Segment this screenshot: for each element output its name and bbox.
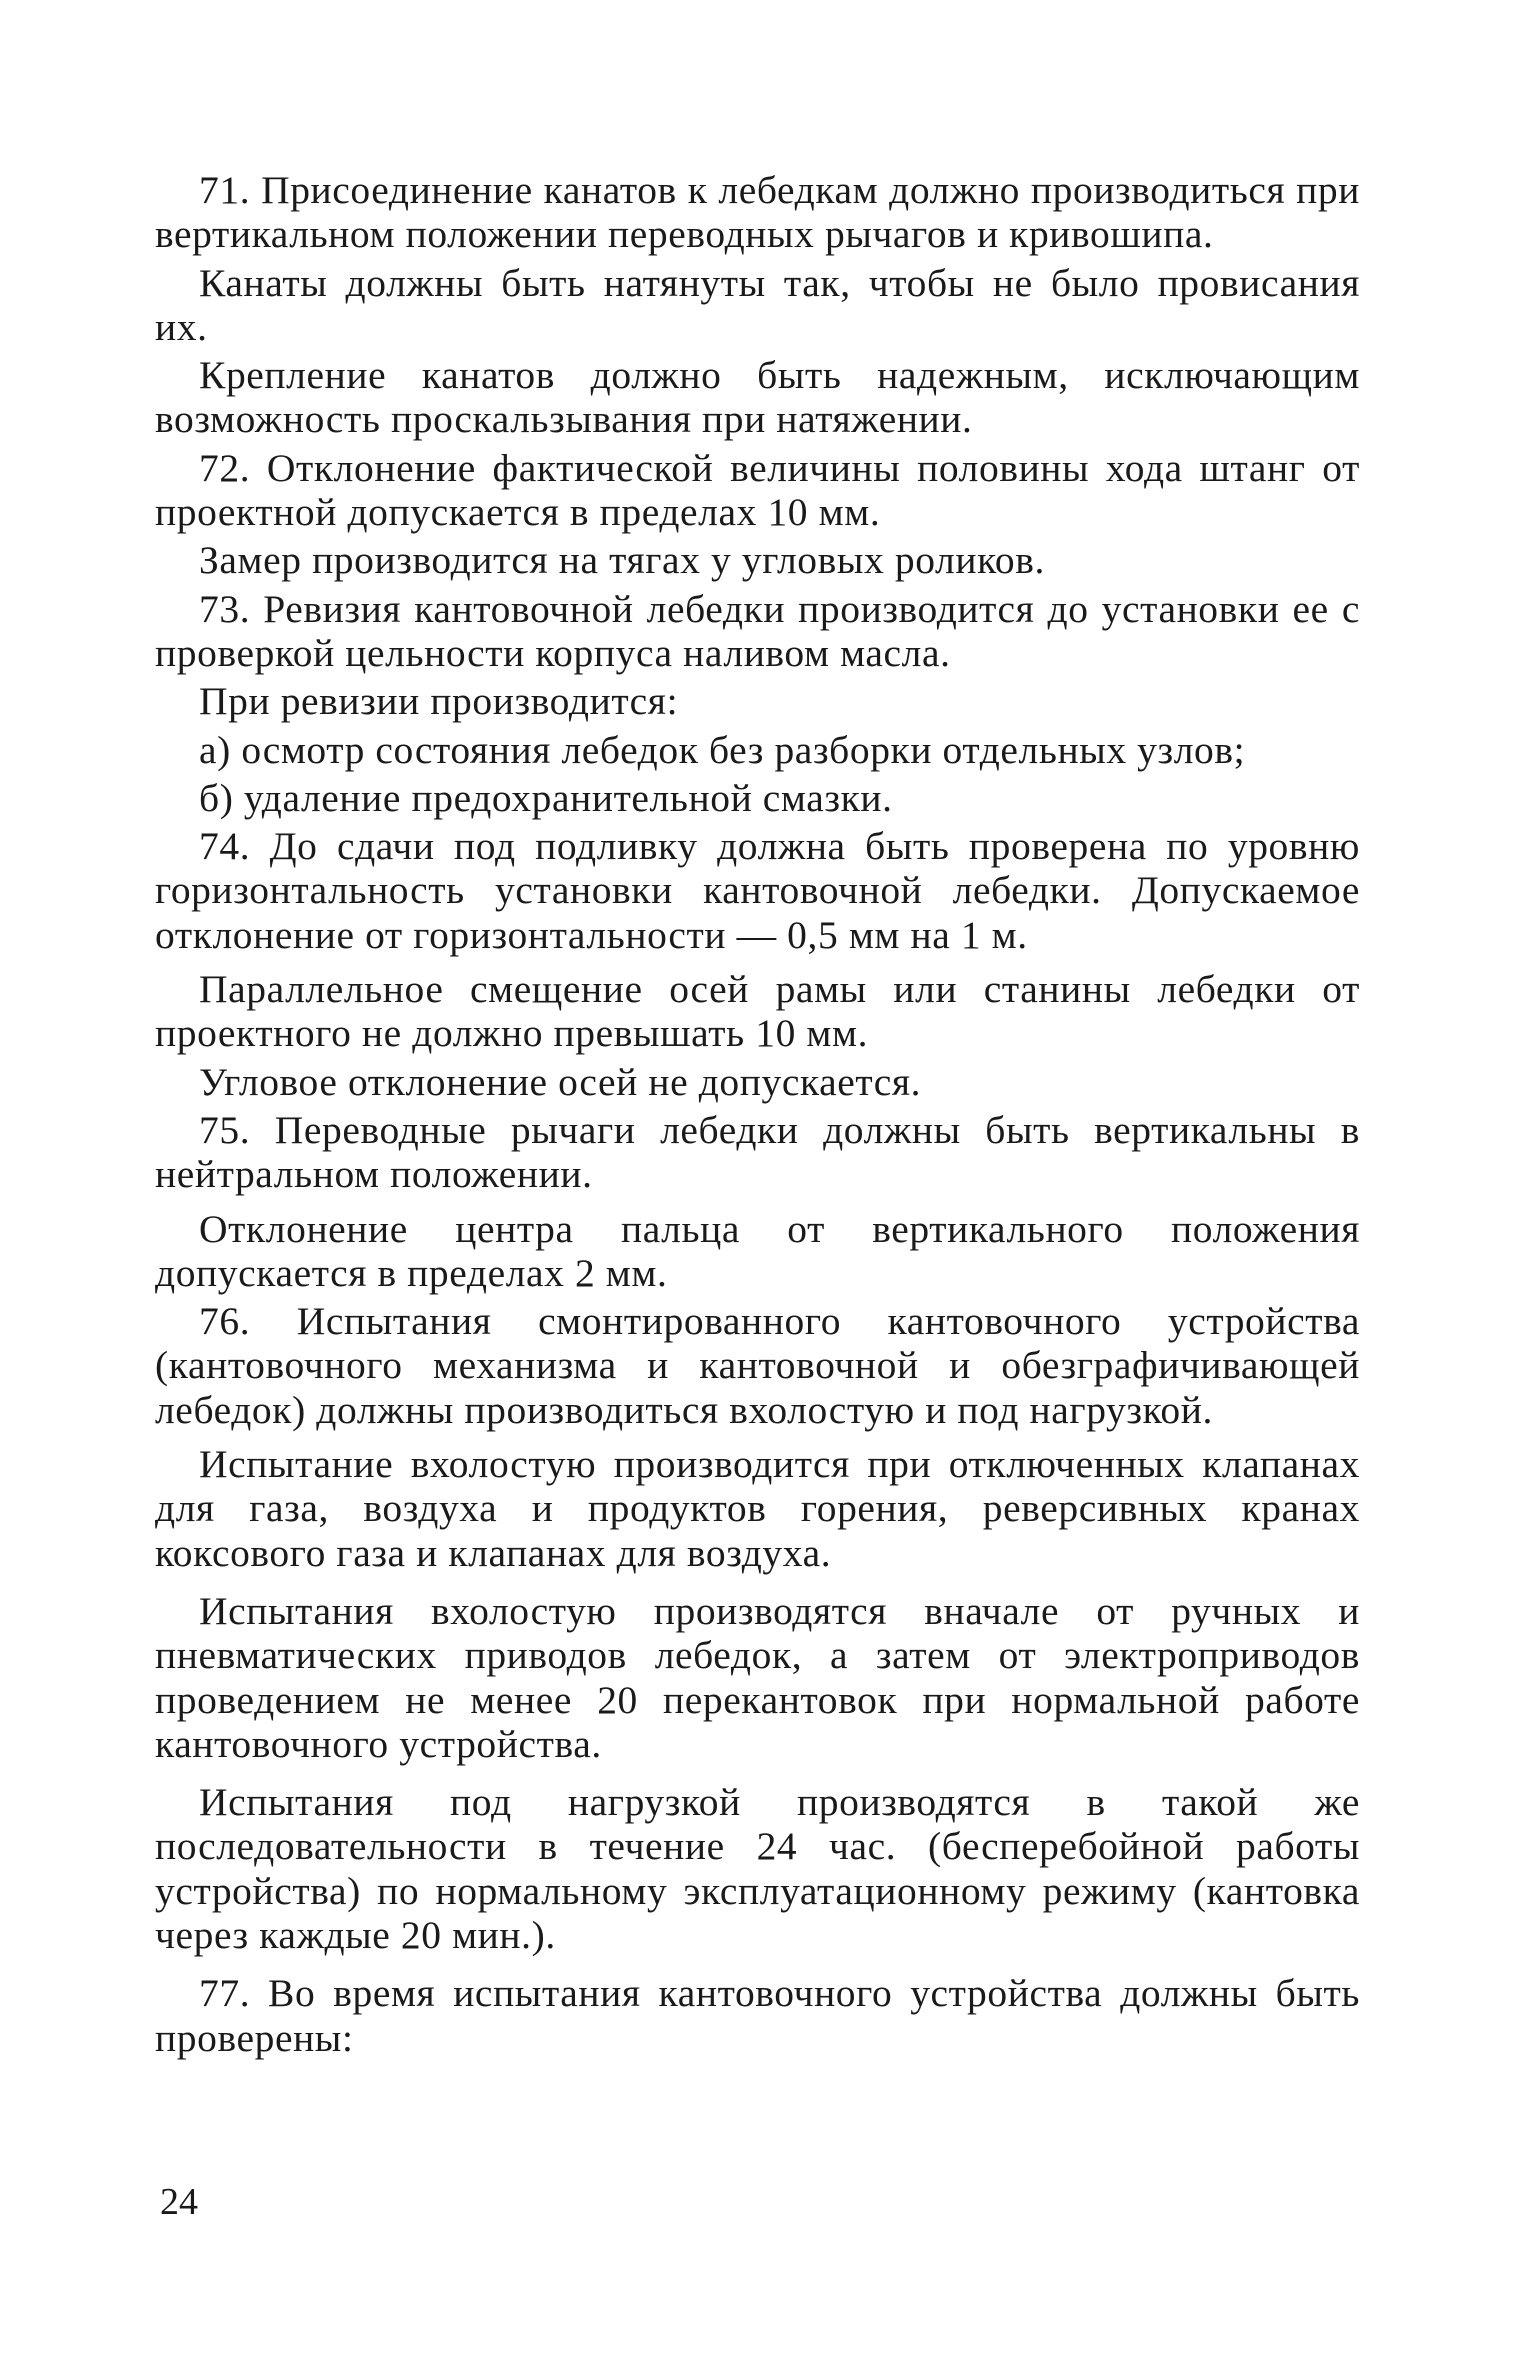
paragraph-71: 71. Присоединение канатов к лебедкам должно производиться при вертикальном положении переводных рычагов и кривошипа. (155, 168, 1360, 257)
paragraph-75: 75. Переводные рычаги лебедки должны быть вертикальны в нейтральном положении. (155, 1107, 1360, 1197)
list-item-a: а) осмотр состояния лебедок без разборки отдельных узлов; (199, 727, 1246, 772)
paragraph-73: 73. Ревизия кантовочной лебедки производится до установки ее с проверкой цельности корпуса наливом масла. (155, 586, 1360, 675)
paragraph-pin-deviation: Отклонение центра пальца от вертикального положения допускается в пределах 2 мм. (155, 1206, 1360, 1295)
paragraph-load-test: Испытания под нагрузкой производятся в такой же последовательности в течение 24 час. (бесперебойной работы устройства) по нормальному эксплуатационному режиму (кантовка через каждые 20 мин.). (155, 1780, 1360, 1957)
paragraph-revision-intro: При ревизии производится: (199, 679, 679, 724)
paragraph-idle-test: Испытание вхолостую производится при отключенных клапанах для газа, воздуха и продуктов горения, реверсивных кранах коксового газа и клапанах для воздуха. (155, 1442, 1360, 1575)
body-text (155, 168, 1360, 2060)
paragraph-measurement: Замер производится на тягах у угловых роликов. (199, 538, 1045, 583)
paragraph-76: 76. Испытания смонтированного кантовочного устройства (кантовочного механизма и кантовочной и обезграфичивающей лебедок) должны производиться вхолостую и под нагрузкой. (155, 1299, 1360, 1432)
page-number: 24 (160, 2181, 198, 2223)
paragraph-parallel-offset: Параллельное смещение осей рамы или станины лебедки от проектного не должно превышать 10 мм. (155, 967, 1360, 1056)
paragraph-angular-deviation: Угловое отклонение осей не допускается. (199, 1059, 922, 1104)
paragraph-idle-test-sequence: Испытания вхолостую производятся вначале от ручных и пневматических приводов лебедок, а затем от электроприводов проведением не менее 20 перекантовок при нормальной работе кантовочного устройства. (155, 1588, 1360, 1766)
paragraph-ropes-tension: Канаты должны быть натянуты так, чтобы не было провисания их. (155, 260, 1360, 349)
list-item-b: б) удаление предохранительной смазки. (199, 775, 893, 820)
paragraph-ropes-fastening: Крепление канатов должно быть надежным, исключающим возможность проскальзывания при натяжении. (155, 353, 1360, 442)
paragraph-77: 77. Во время испытания кантовочного устройства должны быть проверены: (155, 1971, 1360, 2060)
paragraph-74: 74. До сдачи под подливку должна быть проверена по уровню горизонтальность установки кантовочной лебедки. Допускаемое отклонение от горизонтальности — 0,5 мм на 1 м. (155, 824, 1360, 957)
paragraph-72: 72. Отклонение фактической величины половины хода штанг от проектной допускается в пределах 10 мм. (155, 445, 1360, 535)
